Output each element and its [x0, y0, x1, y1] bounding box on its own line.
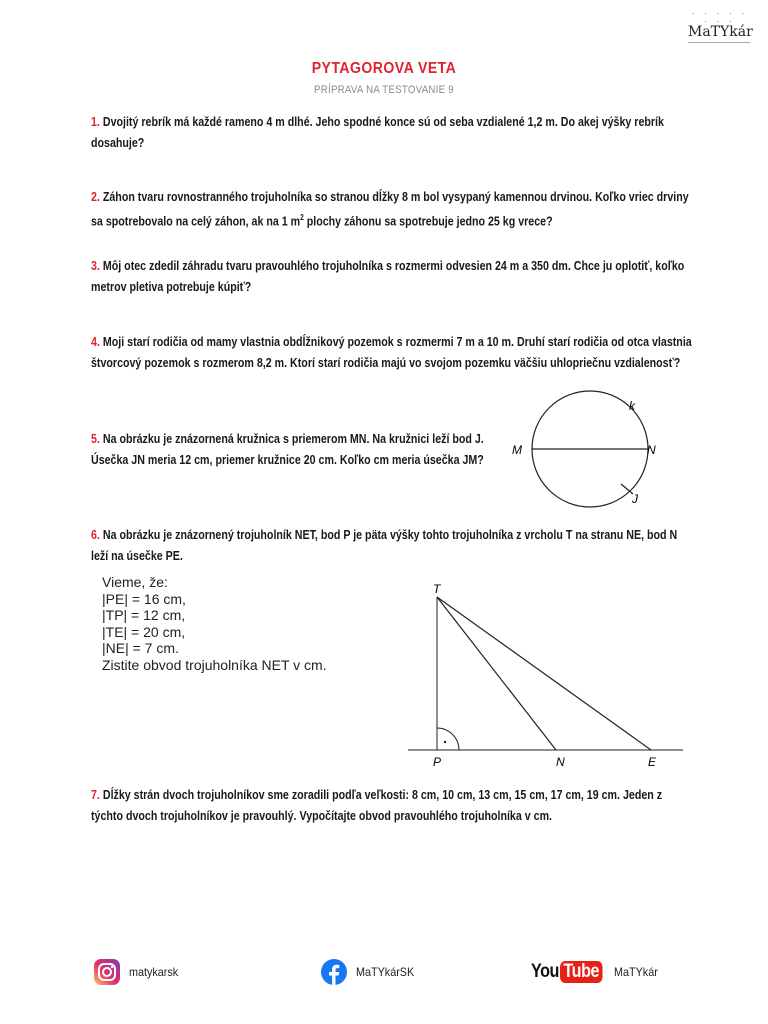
- given-line: |TP| = 12 cm,: [102, 607, 186, 623]
- question-number: 6.: [91, 527, 100, 542]
- facebook-icon: [320, 958, 348, 986]
- question-number: 7.: [91, 787, 100, 802]
- logo-dots: . . . . . . . .: [691, 8, 747, 24]
- question-text: Dĺžky strán dvoch trojuholníkov sme zoradili podľa veľkosti: 8 cm, 10 cm, 13 cm, 15 cm, 17 cm, 19 cm. Jeden z týchto dvoch trojuholníkov je pravouhlý. Vypočítajte obvod pravouhlého trojuholníka v cm.: [91, 787, 663, 823]
- question-4: [91, 331, 695, 373]
- facebook-handle: MaTYkárSK: [356, 965, 415, 979]
- given-task: Zistite obvod trojuholníka NET v cm.: [102, 656, 327, 673]
- circle-figure: [505, 388, 675, 513]
- question-5: [91, 428, 494, 470]
- question-text-cont: plochy záhonu sa spotrebuje jedno 25 kg vrece?: [303, 213, 553, 229]
- question-text: Na obrázku je znázornený trojuholník NET, bod P je päta výšky tohto trojuholníka z vrcholu T na stranu NE, bod N leží na úsečke PE.: [91, 527, 678, 563]
- question-number: 3.: [91, 258, 100, 273]
- segment-te: [437, 597, 651, 750]
- label-n: N: [647, 443, 656, 457]
- given-line: |TE| = 20 cm,: [102, 623, 186, 640]
- question-number: 1.: [91, 114, 100, 129]
- label-n: N: [556, 755, 565, 769]
- question-3: [91, 255, 695, 297]
- label-j: J: [632, 492, 638, 506]
- youtube-icon: [526, 961, 610, 983]
- label-k: k: [629, 399, 635, 413]
- label-p: P: [433, 755, 442, 769]
- question-1: [91, 111, 695, 153]
- page-subtitle: PRÍPRAVA NA TESTOVANIE 9: [314, 84, 454, 96]
- triangle-figure: [405, 578, 690, 773]
- youtube-handle: MaTYkár: [613, 965, 658, 979]
- right-angle-arc: [437, 728, 459, 750]
- question-text: Dvojitý rebrík má každé rameno 4 m dlhé. Jeho spodné konce sú od seba vzdialené 1,2 m. Do akej výšky rebrík dosahuje?: [91, 114, 664, 150]
- given-line: |PE| = 16 cm,: [102, 590, 186, 607]
- label-t: T: [433, 582, 441, 596]
- question-text: Moji starí rodičia od mamy vlastnia obdĺžnikový pozemok s rozmermi 7 m a 10 m. Druhí starí rodičia od otca vlastnia štvorcový pozemok s rozmerom 8,2 m. Ktorí starí rodičia majú vo svojom pozemku väčšiu uhlopriečnu vzdialenosť?: [91, 334, 692, 370]
- instagram-handle: matykarsk: [129, 965, 179, 979]
- logo-underline: [688, 42, 750, 43]
- label-e: E: [648, 755, 657, 769]
- question-text: Záhon tvaru rovnostranného trojuholníka so stranou dĺžky 8 m bol vysypaný kamennou drvinou. Koľko vriec drviny sa spotrebovalo na celý záhon, ak na 1 m: [91, 189, 689, 229]
- question-number: 2.: [91, 189, 100, 204]
- question-text: Na obrázku je znázornená kružnica s priemerom MN. Na kružnici leží bod J. Úsečka JN meria 12 cm, priemer kružnice 20 cm. Koľko cm meria úsečka JM?: [91, 431, 484, 467]
- question-number: 4.: [91, 334, 100, 349]
- footer-youtube[interactable]: [526, 958, 663, 986]
- footer-facebook[interactable]: [320, 958, 421, 986]
- instagram-icon: [93, 958, 121, 986]
- right-angle-dot: [444, 741, 446, 743]
- logo-name: MaTYkár: [688, 24, 753, 40]
- segment-tn: [437, 597, 556, 750]
- given-line: |NE| = 7 cm.: [102, 640, 179, 656]
- label-m: M: [512, 443, 522, 457]
- page-title: PYTAGOROVA VETA: [311, 60, 457, 77]
- question-7: [91, 784, 695, 826]
- footer-instagram[interactable]: [93, 958, 184, 986]
- question-6: [91, 524, 695, 566]
- brand-logo: [688, 8, 753, 43]
- youtube-word-1: You: [530, 961, 559, 982]
- question-number: 5.: [91, 431, 100, 446]
- youtube-word-2: Tube: [560, 961, 602, 983]
- given-line: Vieme, že:: [102, 574, 168, 590]
- question-2: [91, 186, 695, 231]
- superscript: 2: [300, 213, 304, 222]
- triangle-given: [102, 574, 327, 673]
- question-text: Môj otec zdedil záhradu tvaru pravouhlého trojuholníka s rozmermi odvesien 24 m a 350 dm. Chce ju oplotiť, koľko metrov pletiva potrebuje kúpiť?: [91, 258, 685, 294]
